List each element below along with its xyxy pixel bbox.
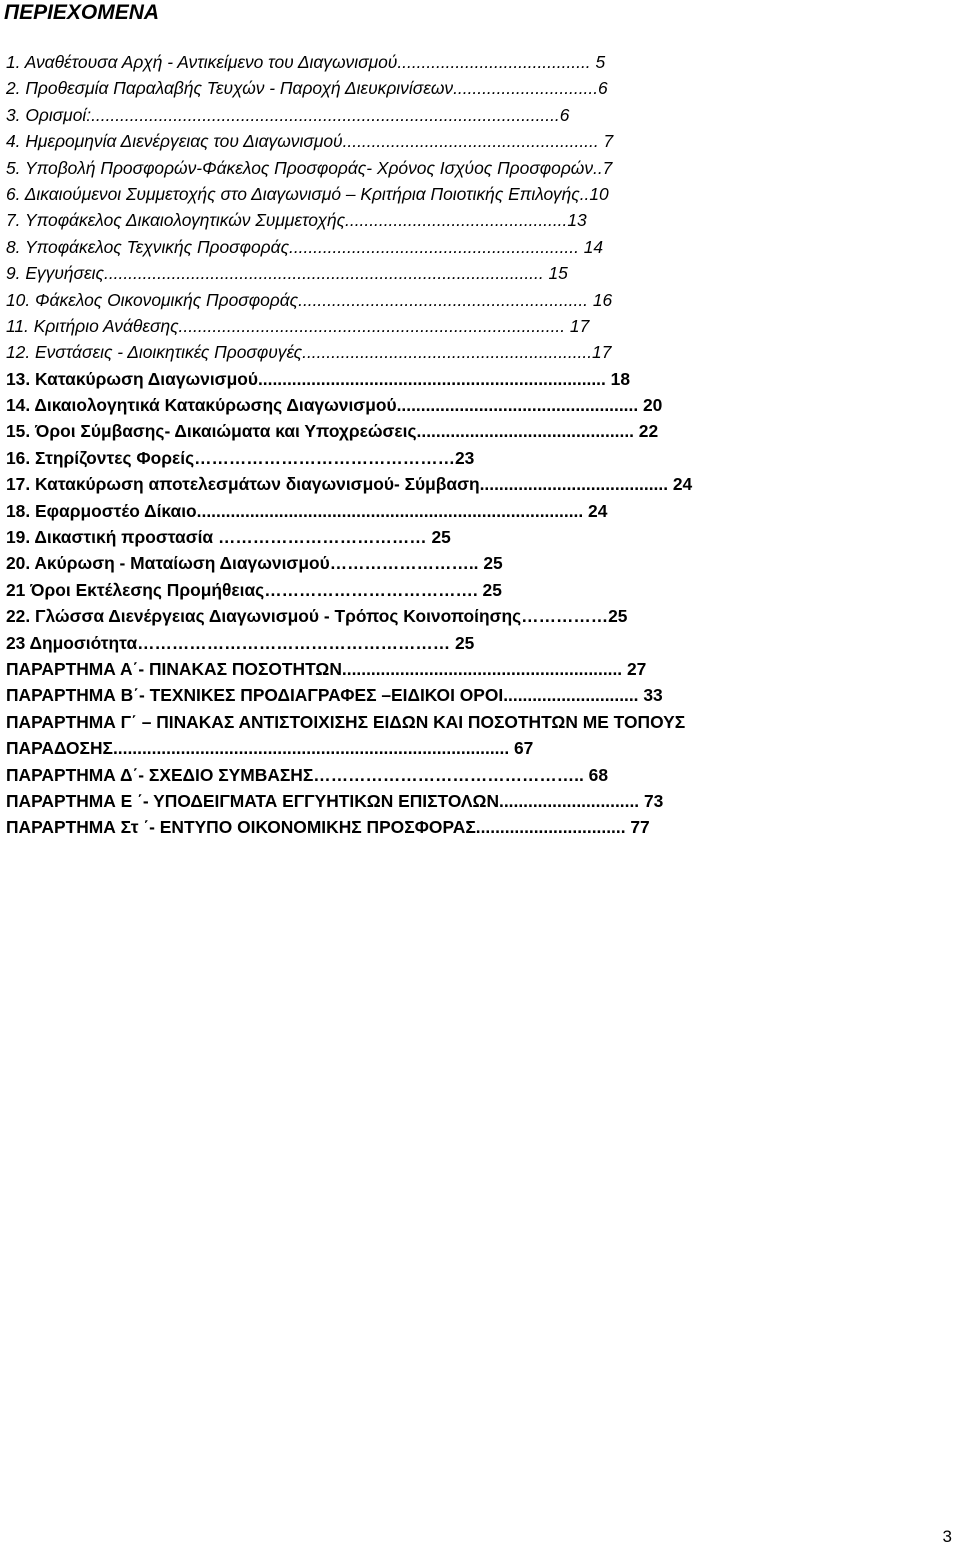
toc-entry[interactable]: 8. Υποφάκελος Τεχνικής Προσφοράς............................................................ 14 [6, 236, 604, 257]
toc-entry[interactable]: 23 Δημοσιότητα……………………………………………… 25 [6, 632, 475, 653]
toc-entry[interactable]: 17. Κατακύρωση αποτελεσμάτων διαγωνισμού- Σύμβαση....................................... 24 [6, 474, 693, 495]
toc-entry[interactable]: 10. Φάκελος Οικονομικής Προσφοράς............................................................ 16 [6, 289, 613, 310]
toc-entry[interactable]: ΠΑΡΑΡΤΗΜΑ Α΄- ΠΙΝΑΚΑΣ ΠΟΣΟΤΗΤΩΝ.......................................................... 27 [6, 658, 647, 679]
page-number: 3 [942, 1527, 952, 1546]
toc-entry[interactable]: 1. Αναθέτουσα Αρχή - Αντικείμενο του Διαγωνισμού........................................ 5 [6, 52, 606, 72]
toc-entry[interactable]: 16. Στηρίζοντες Φορείς………………………………………23 [6, 447, 475, 468]
toc-entry[interactable]: 12. Ενστάσεις - Διοικητικές Προσφυγές............................................................17 [6, 342, 612, 363]
toc-entry[interactable]: 15. Όροι Σύμβασης- Δικαιώματα και Υποχρεώσεις............................................. 22 [6, 421, 659, 442]
toc-entry[interactable]: 2. Προθεσμία Παραλαβής Τευχών - Παροχή Διευκρινίσεων..............................6 [6, 78, 608, 99]
toc-entry[interactable]: 9. Εγγυήσεις........................................................................................... 15 [6, 263, 568, 284]
toc-entry[interactable]: ΠΑΡΑΡΤΗΜΑ Γ΄ – ΠΙΝΑΚΑΣ ΑΝΤΙΣΤΟΙΧΙΣΗΣ ΕΙΔΩΝ ΚΑΙ ΠΟΣΟΤΗΤΩΝ ΜΕ ΤΟΠΟΥΣ [6, 711, 686, 732]
toc-entry[interactable]: ΠΑΡΑΡΤΗΜΑ Β΄- ΤΕΧΝΙΚΕΣ ΠΡΟΔΙΑΓΡΑΦΕΣ –ΕΙΔΙΚΟΙ ΟΡΟΙ............................ 33 [6, 685, 663, 706]
toc-entry-continuation[interactable]: ΠΑΡΑΔΟΣΗΣ.................................................................................. 67 [6, 738, 534, 759]
toc-entry[interactable]: ΠΑΡΑΡΤΗΜΑ Στ ΄- ΕΝΤΥΠΟ ΟΙΚΟΝΟΜΙΚΗΣ ΠΡΟΣΦΟΡΑΣ............................... 77 [6, 817, 650, 838]
toc-entry[interactable]: ΠΑΡΑΡΤΗΜΑ Δ΄- ΣΧΕΔΙΟ ΣΥΜΒΑΣΗΣ……………………………………….. 68 [6, 764, 609, 785]
toc-entry[interactable]: 4. Ημερομηνία Διενέργειας του Διαγωνισμού..................................................... 7 [6, 131, 614, 152]
table-of-contents [6, 49, 956, 841]
toc-entry[interactable]: 13. Κατακύρωση Διαγωνισμού........................................................................ 18 [6, 368, 631, 389]
toc-entry[interactable]: 21 Όροι Εκτέλεσης Προμήθειας………………………………. 25 [6, 579, 502, 600]
toc-entry[interactable]: 7. Υποφάκελος Δικαιολογητικών Συμμετοχής..............................................13 [6, 210, 587, 231]
toc-entry[interactable]: 18. Εφαρμοστέο Δίκαιο................................................................................ 24 [6, 500, 608, 521]
toc-entry[interactable]: 20. Ακύρωση - Ματαίωση Διαγωνισμού…………………….. 25 [6, 553, 503, 574]
toc-entry[interactable]: 22. Γλώσσα Διενέργειας Διαγωνισμού - Τρόπος Κοινοποίησης……………25 [6, 606, 628, 627]
toc-entry[interactable]: ΠΑΡΑΡΤΗΜΑ Ε ΄- ΥΠΟΔΕΙΓΜΑΤΑ ΕΓΓΥΗΤΙΚΩΝ ΕΠΙΣΤΟΛΩΝ............................. 73 [6, 790, 664, 811]
toc-entry[interactable]: 19. Δικαστική προστασία ……………………………… 25 [6, 527, 451, 548]
toc-entry[interactable]: 6. Δικαιούμενοι Συμμετοχής στο Διαγωνισμό – Κριτήρια Ποιοτικής Επιλογής..10 [6, 183, 609, 204]
toc-entry[interactable]: 14. Δικαιολογητικά Κατακύρωσης Διαγωνισμού.................................................. 20 [6, 395, 663, 416]
toc-entry[interactable]: 11. Κριτήριο Ανάθεσης................................................................................ 17 [6, 315, 590, 336]
toc-entry[interactable]: 3. Ορισμοί:.................................................................................................6 [6, 104, 570, 125]
toc-entry[interactable]: 5. Υποβολή Προσφορών-Φάκελος Προσφοράς- Χρόνος Ισχύος Προσφορών..7 [6, 157, 613, 178]
page-title: ΠΕΡΙΕΧΟΜΕΝΑ [4, 1, 160, 24]
